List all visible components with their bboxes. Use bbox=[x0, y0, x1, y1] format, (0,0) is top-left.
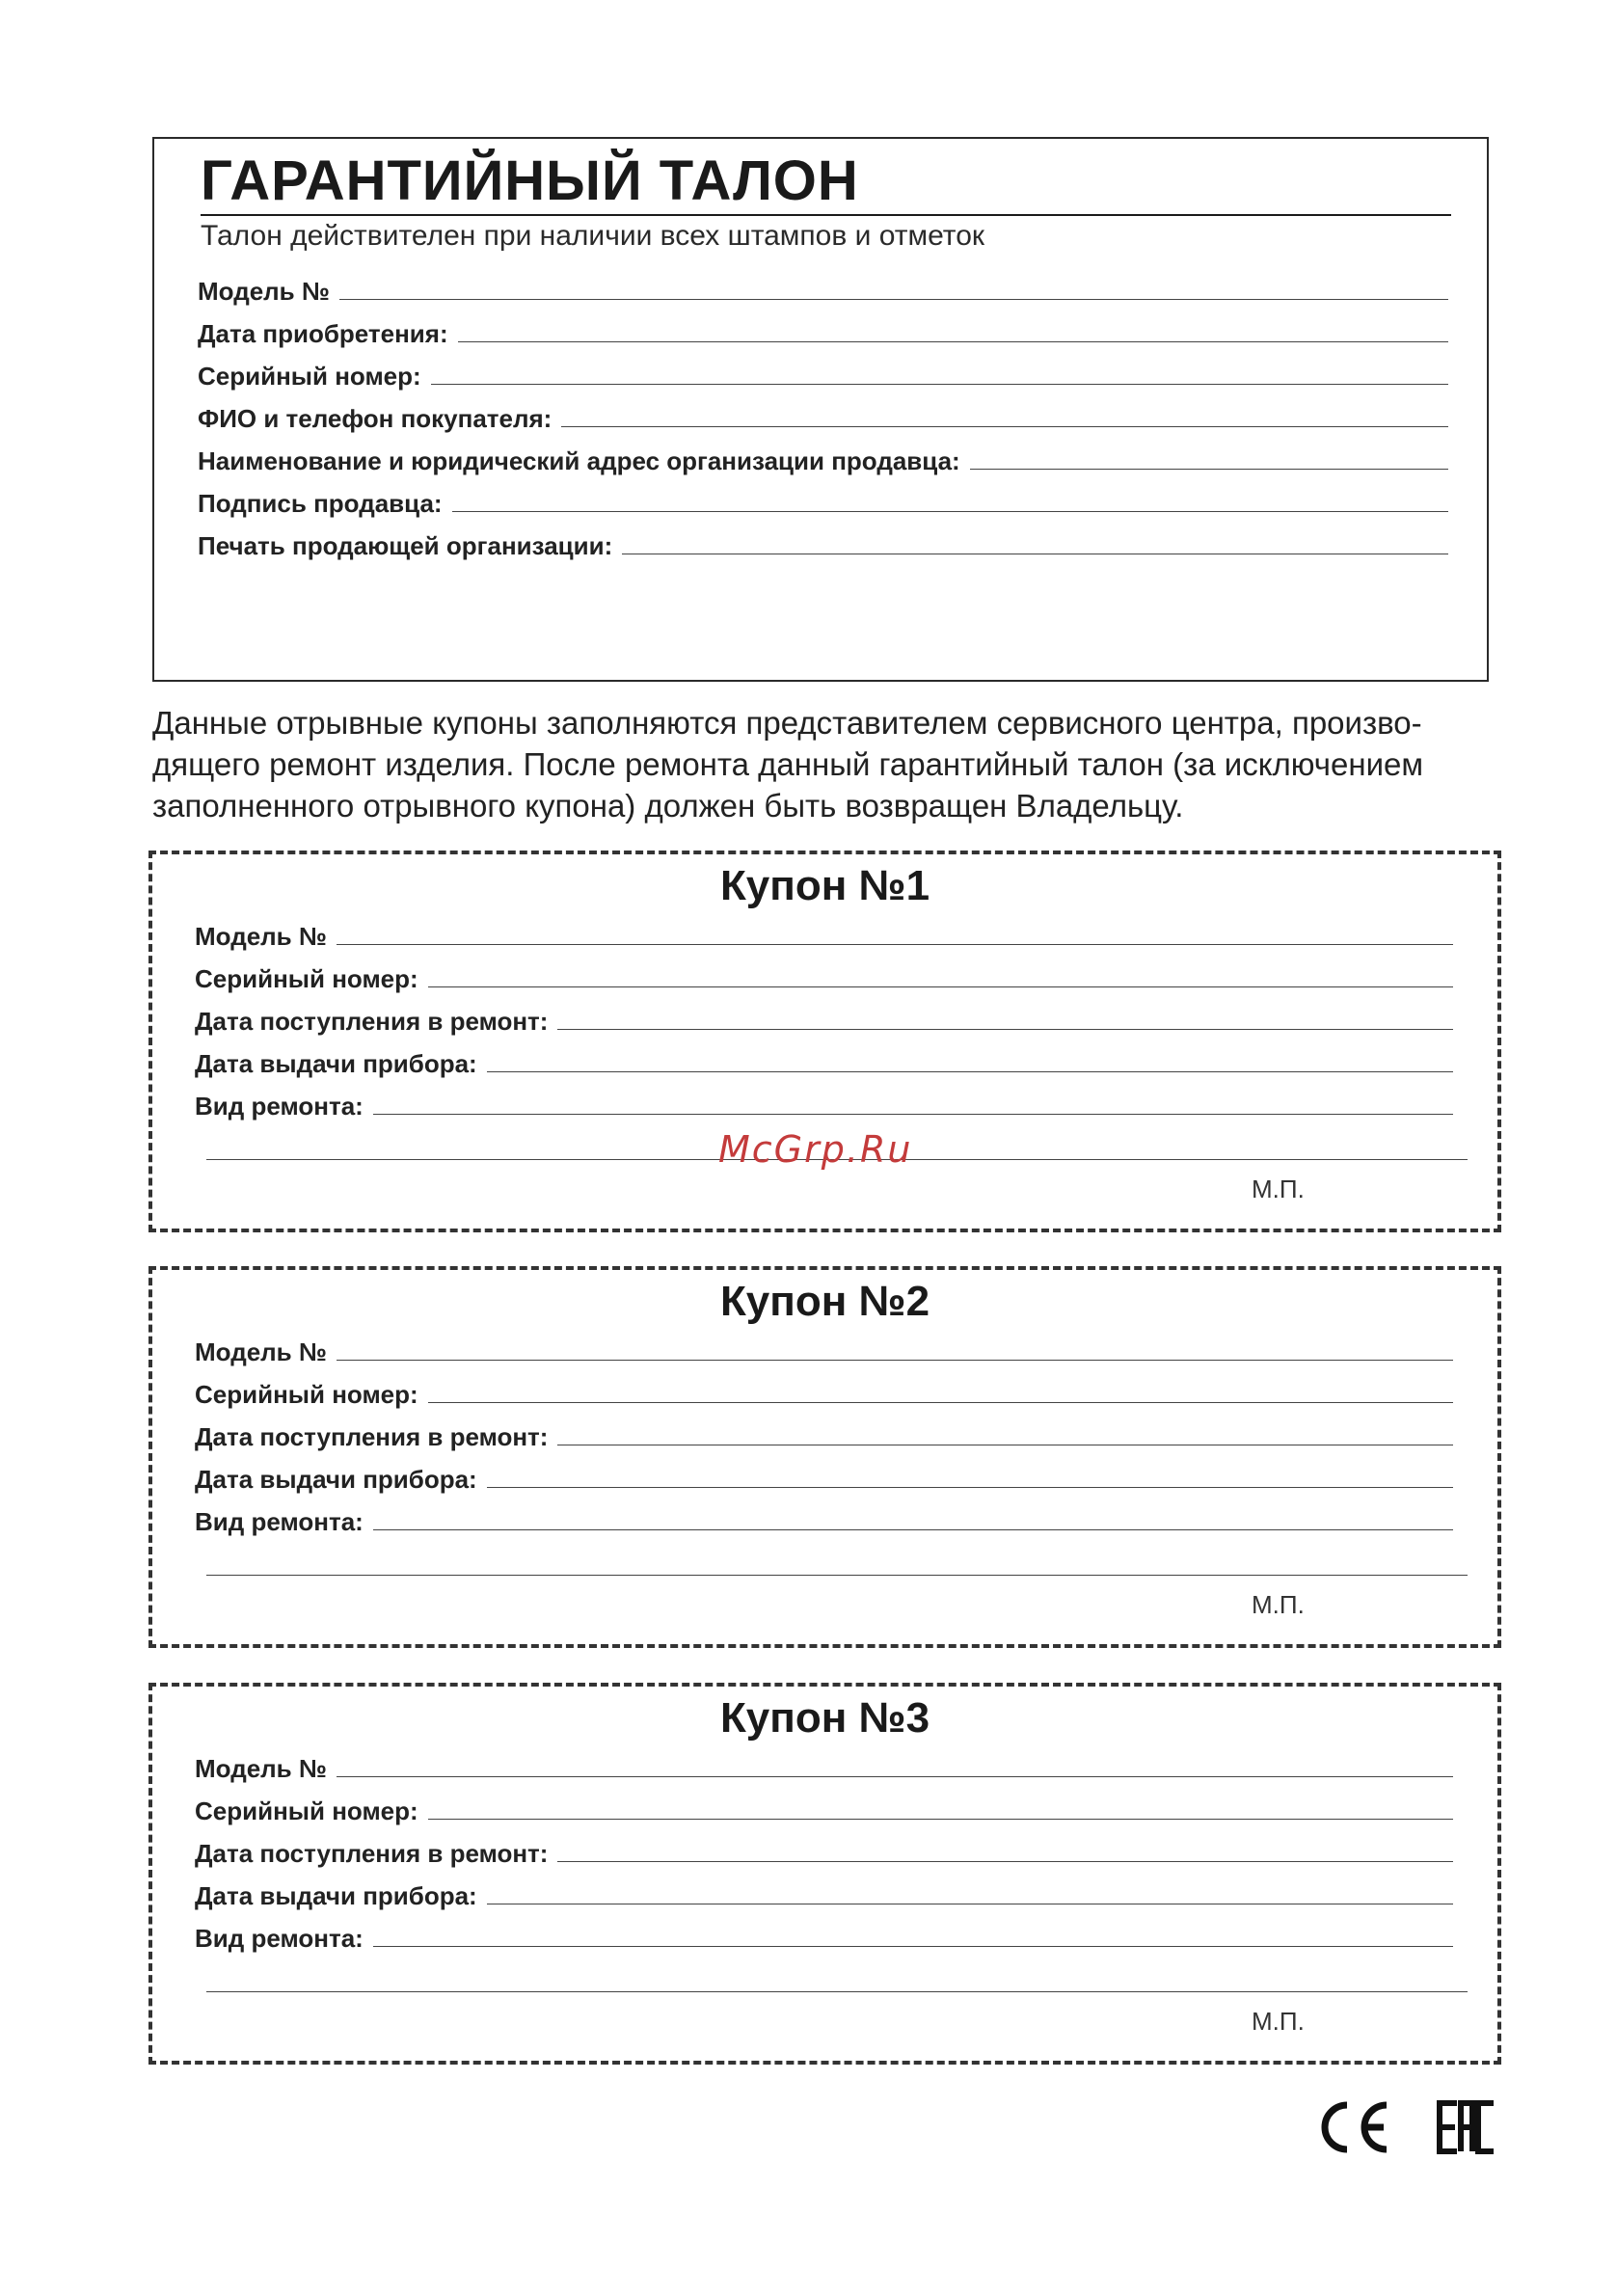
field-serial-number[interactable] bbox=[198, 359, 1448, 392]
page-title: ГАРАНТИЙНЫЙ ТАЛОН bbox=[201, 149, 859, 212]
fill-line[interactable] bbox=[373, 1529, 1453, 1530]
field-label: Вид ремонта: bbox=[195, 1507, 364, 1536]
field-label: Серийный номер: bbox=[195, 964, 418, 993]
field-label: Дата поступления в ремонт: bbox=[195, 1007, 549, 1036]
coupon-field-return-date[interactable] bbox=[195, 1046, 1453, 1079]
field-seller-signature[interactable] bbox=[198, 486, 1448, 519]
field-label: Дата выдачи прибора: bbox=[195, 1881, 477, 1910]
fill-line[interactable] bbox=[431, 384, 1448, 385]
fill-line[interactable] bbox=[970, 469, 1448, 470]
field-label: Модель № bbox=[198, 277, 330, 306]
field-label: Модель № bbox=[195, 922, 327, 951]
fill-line[interactable] bbox=[337, 1776, 1453, 1777]
stamp-label: М.П. bbox=[1252, 2007, 1305, 2036]
coupon-field-model[interactable] bbox=[195, 1751, 1453, 1784]
stamp-label: М.П. bbox=[1252, 1175, 1305, 1203]
field-label: Вид ремонта: bbox=[195, 1924, 364, 1953]
field-label: Серийный номер: bbox=[195, 1796, 418, 1825]
coupon-field-repair-type[interactable] bbox=[195, 1089, 1453, 1121]
coupon-field-repair-type[interactable] bbox=[195, 1921, 1453, 1954]
field-model[interactable] bbox=[198, 274, 1448, 307]
coupon-1 bbox=[148, 851, 1501, 1232]
fill-line[interactable] bbox=[428, 986, 1453, 987]
eac-mark-icon bbox=[1440, 2103, 1494, 2151]
field-label: ФИО и телефон покупателя: bbox=[198, 404, 552, 433]
coupon-title: Купон №2 bbox=[719, 1278, 930, 1325]
fill-line[interactable] bbox=[339, 299, 1448, 300]
coupon-field-received-date[interactable] bbox=[195, 1836, 1453, 1869]
field-label: Модель № bbox=[195, 1337, 327, 1366]
fill-line[interactable] bbox=[337, 944, 1453, 945]
coupon-field-received-date[interactable] bbox=[195, 1419, 1453, 1452]
notice-line: дящего ремонт изделия. После ремонта данный гарантийный талон (за исключением bbox=[152, 746, 1424, 782]
coupon-title: Купон №3 bbox=[719, 1694, 930, 1742]
field-label: Дата поступления в ремонт: bbox=[195, 1422, 549, 1451]
coupon-field-repair-type[interactable] bbox=[195, 1504, 1453, 1537]
coupon-field-serial[interactable] bbox=[195, 1794, 1453, 1826]
notice-line: заполненного отрывного купона) должен быть возвращен Владельцу. bbox=[152, 788, 1184, 824]
fill-line[interactable] bbox=[428, 1402, 1453, 1403]
fill-line[interactable] bbox=[487, 1071, 1453, 1072]
fill-line[interactable] bbox=[206, 1991, 1468, 1992]
field-label: Серийный номер: bbox=[195, 1380, 418, 1409]
coupon-2 bbox=[148, 1266, 1501, 1648]
fill-line[interactable] bbox=[452, 511, 1448, 512]
coupon-field-received-date[interactable] bbox=[195, 1004, 1453, 1037]
field-label: Дата приобретения: bbox=[198, 319, 448, 348]
coupon-title: Купон №1 bbox=[719, 862, 930, 909]
coupon-field-return-date[interactable] bbox=[195, 1878, 1453, 1911]
field-label: Наименование и юридический адрес организации продавца: bbox=[198, 446, 960, 475]
field-label: Дата выдачи прибора: bbox=[195, 1049, 477, 1078]
fill-line[interactable] bbox=[561, 426, 1448, 427]
field-seller-name-address[interactable] bbox=[198, 444, 1448, 476]
field-label: Дата поступления в ремонт: bbox=[195, 1839, 549, 1868]
field-buyer-name-phone[interactable] bbox=[198, 401, 1448, 434]
field-label: Вид ремонта: bbox=[195, 1092, 364, 1121]
fill-line[interactable] bbox=[428, 1819, 1453, 1820]
warranty-card bbox=[152, 137, 1489, 682]
page-subtitle: Талон действителен при наличии всех штампов и отметок bbox=[201, 220, 985, 252]
coupon-notice bbox=[152, 702, 1502, 826]
fill-line[interactable] bbox=[557, 1029, 1453, 1030]
fill-line[interactable] bbox=[373, 1946, 1453, 1947]
title-divider bbox=[201, 214, 1451, 216]
ce-mark-icon bbox=[1316, 2097, 1495, 2157]
fill-line[interactable] bbox=[557, 1861, 1453, 1862]
fill-line[interactable] bbox=[487, 1487, 1453, 1488]
fill-line[interactable] bbox=[458, 341, 1448, 342]
field-purchase-date[interactable] bbox=[198, 316, 1448, 349]
coupon-field-serial[interactable] bbox=[195, 961, 1453, 994]
coupon-field-model[interactable] bbox=[195, 1335, 1453, 1367]
field-label: Подпись продавца: bbox=[198, 489, 443, 518]
watermark: McGrp.Ru bbox=[718, 1128, 913, 1171]
fill-line[interactable] bbox=[337, 1360, 1453, 1361]
coupon-field-model[interactable] bbox=[195, 919, 1453, 952]
certification-marks bbox=[1316, 2097, 1495, 2157]
notice-line: Данные отрывные купоны заполняются представителем сервисного центра, произво- bbox=[152, 705, 1422, 741]
field-label: Серийный номер: bbox=[198, 362, 421, 391]
fill-line[interactable] bbox=[206, 1575, 1468, 1576]
field-seller-stamp[interactable] bbox=[198, 528, 1448, 561]
field-label: Дата выдачи прибора: bbox=[195, 1465, 477, 1494]
coupon-field-return-date[interactable] bbox=[195, 1462, 1453, 1495]
coupon-field-serial[interactable] bbox=[195, 1377, 1453, 1410]
stamp-label: М.П. bbox=[1252, 1590, 1305, 1619]
fill-line[interactable] bbox=[373, 1114, 1453, 1115]
field-label: Печать продающей организации: bbox=[198, 531, 613, 560]
coupon-3 bbox=[148, 1683, 1501, 2065]
field-label: Модель № bbox=[195, 1754, 327, 1783]
